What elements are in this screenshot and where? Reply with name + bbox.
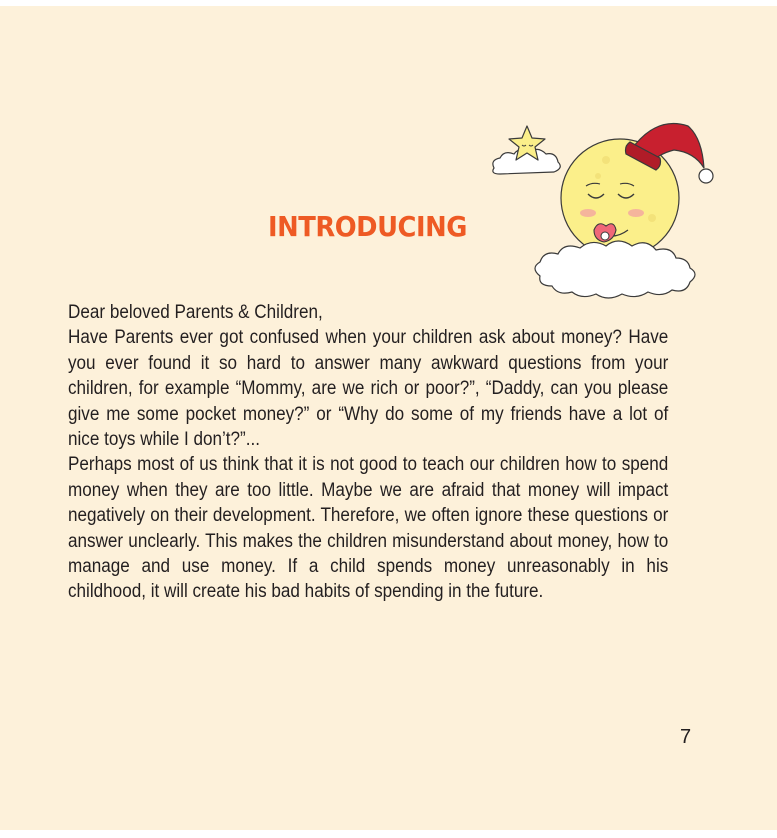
paragraph: Perhaps most of us think that it is not good to teach our children how to spend money when they are too little. Maybe we are afraid that money will impact negatively on their development. Therefore, we often ignore these questions or answer unclearly. This makes the children misunderstand about money, how to manage and use money. If a child spends money unreasonably in his childhood, it will create his bad habits of spending in the future. — [68, 454, 669, 603]
book-page — [0, 6, 777, 830]
greeting-line: Dear beloved Parents & Children, — [68, 302, 323, 323]
page-title: INTRODUCING — [268, 210, 467, 243]
introduction-text — [68, 300, 668, 605]
page-number: 7 — [680, 726, 692, 748]
paragraph: Have Parents ever got confused when your children ask about money? Have you ever found it so hard to answer many awkward questions from your children, for example “Mommy, are we rich or poor?”, “Daddy, can you please give me some pocket money?” or “Why do some of my friends have a lot of nice toys while I don’t?”... — [68, 327, 669, 451]
cloud-icon — [535, 241, 695, 298]
moon-icon — [561, 139, 679, 257]
sleeping-moon-illustration — [488, 118, 720, 304]
